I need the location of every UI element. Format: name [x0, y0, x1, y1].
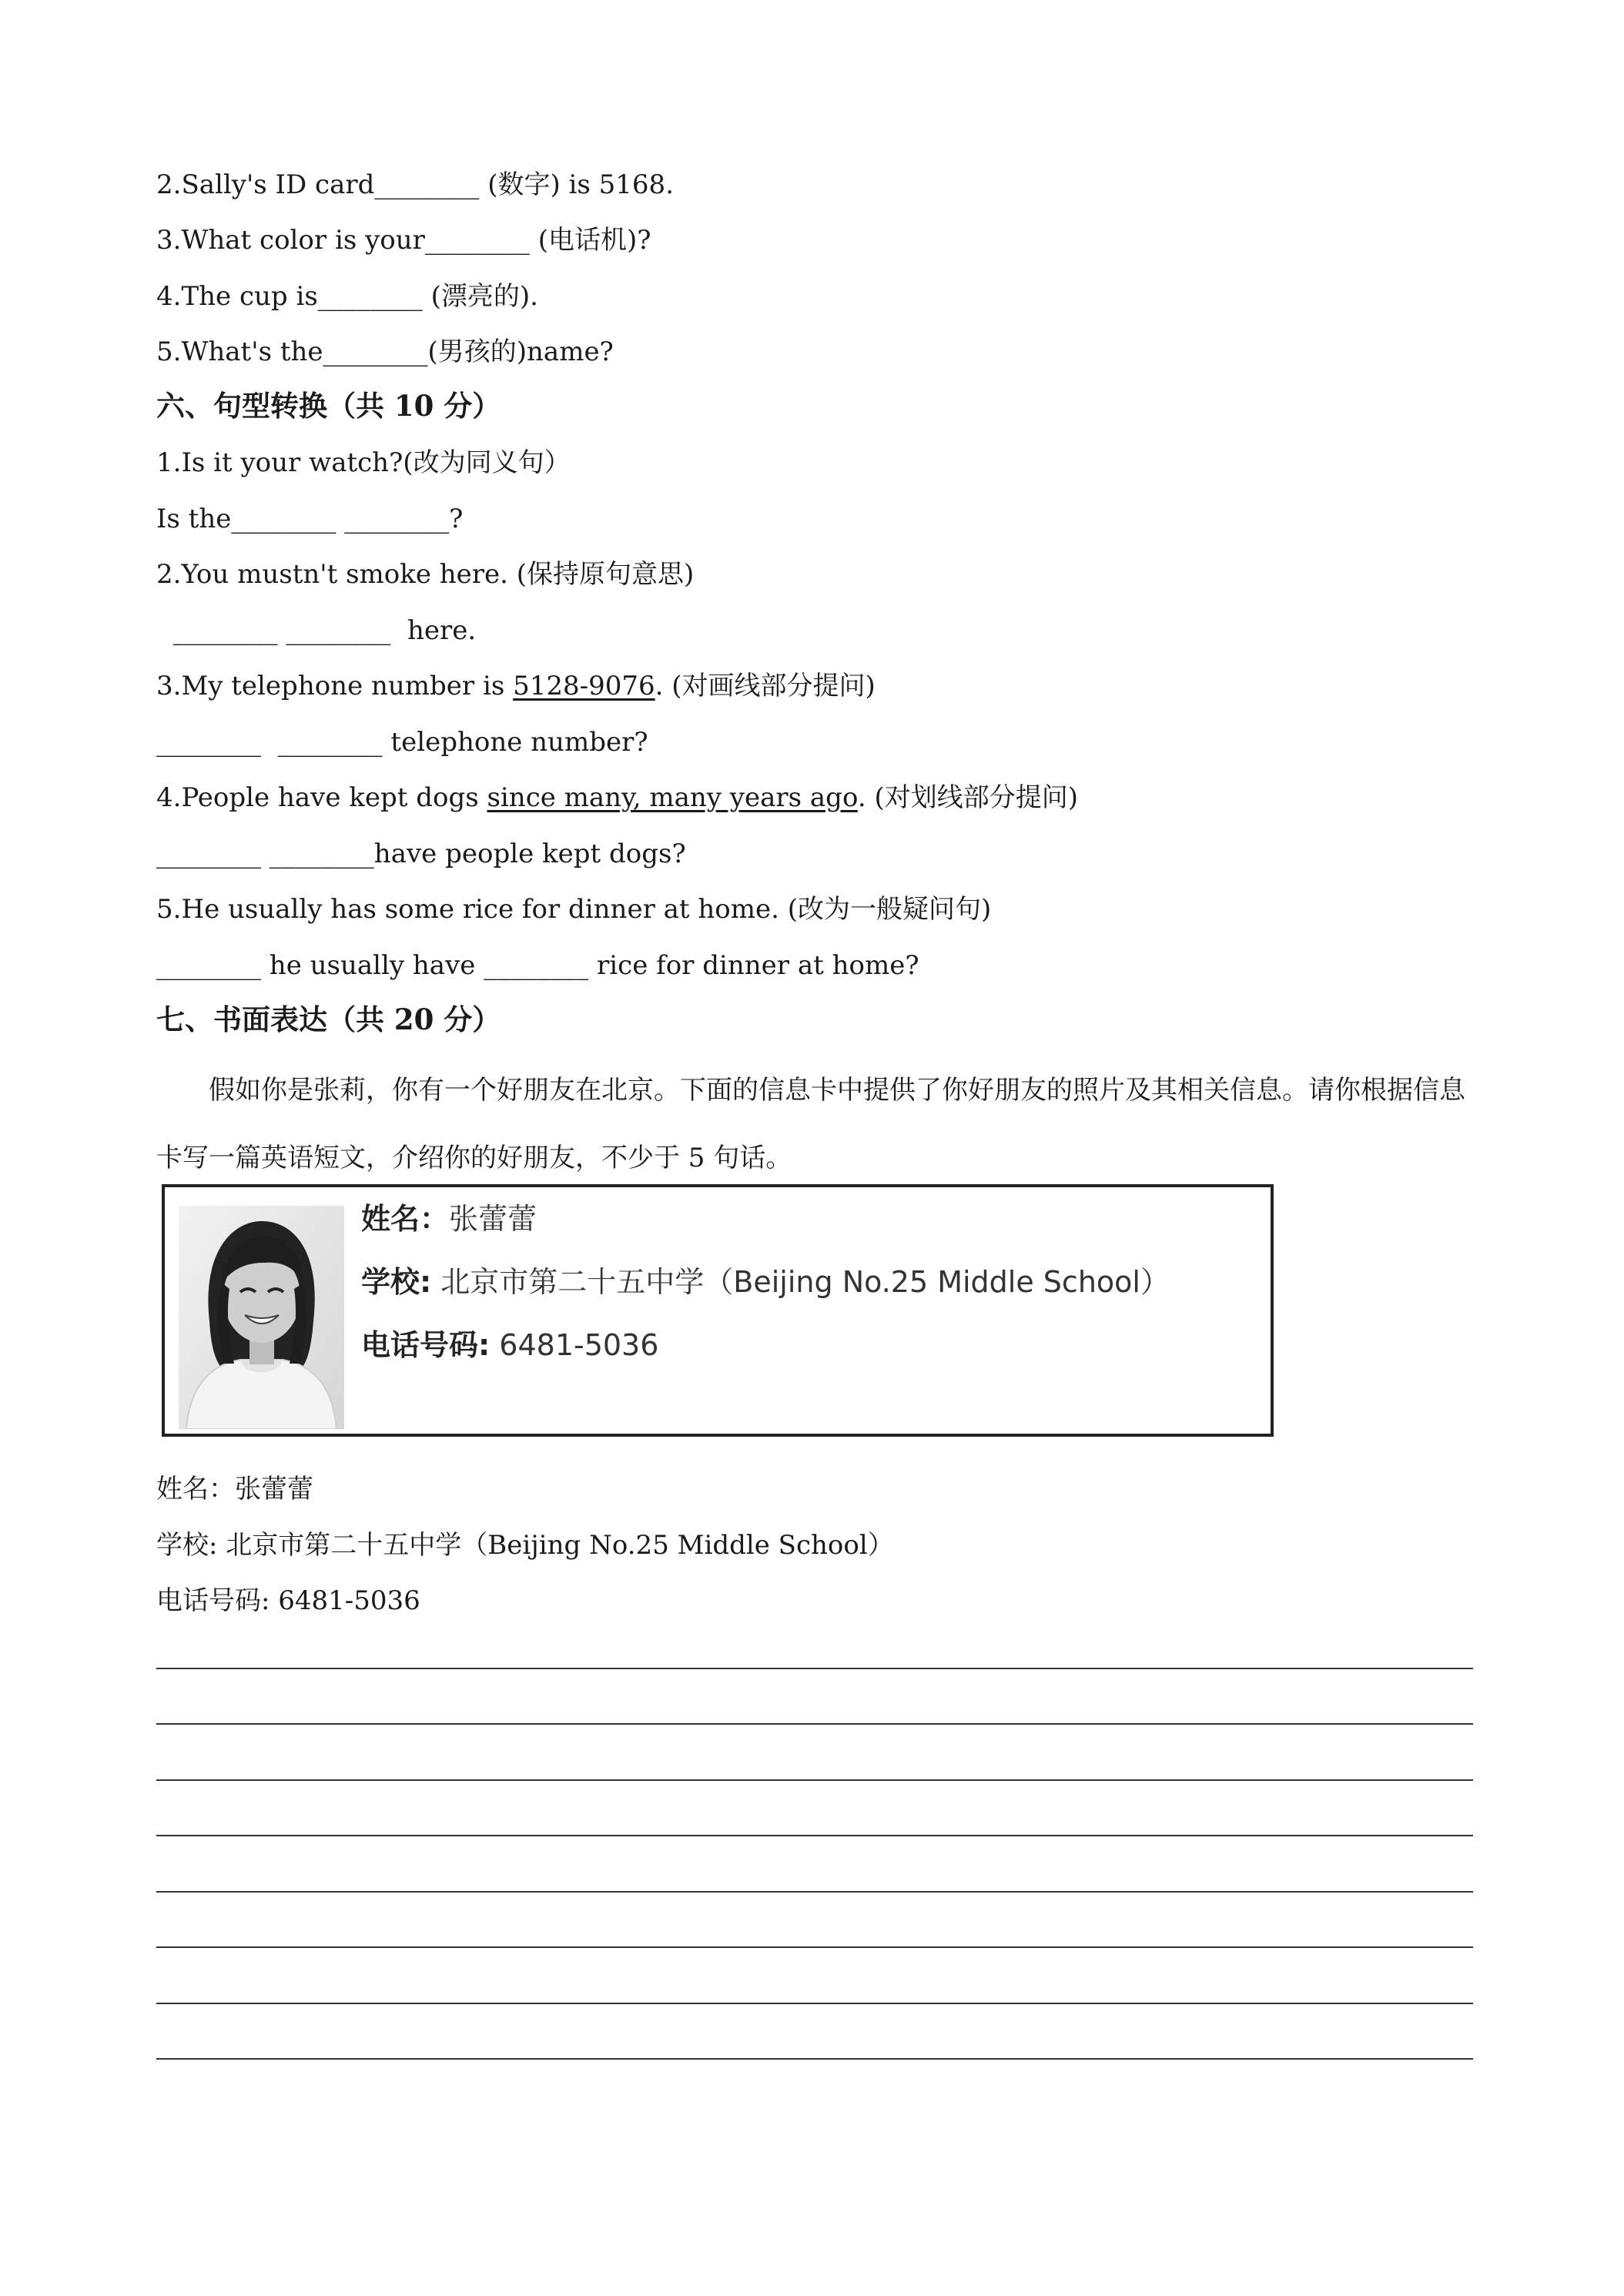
q4-text-before: 4.People have kept dogs: [156, 782, 487, 813]
card-school-label: 学校:: [361, 1265, 432, 1299]
card-name-value: 张蕾蕾: [449, 1202, 537, 1236]
card-name-row: [361, 1200, 537, 1238]
info-name: 姓名：张蕾蕾: [156, 1474, 313, 1504]
part5-question-5: 5.What's the________(男孩的)name?: [156, 336, 614, 367]
part6-answer-5: ________ he usually have ________ rice for dinner at home?: [156, 950, 919, 981]
part6-answer-3: ________ ________ telephone number?: [156, 727, 648, 758]
part6-answer-4: ________ ________have people kept dogs?: [156, 838, 686, 869]
part6-question-1: 1.Is it your watch?(改为同义句）: [156, 447, 571, 478]
card-phone-value: 6481-5036: [490, 1328, 659, 1362]
card-phone-row: [361, 1326, 658, 1364]
part6-question-4: [156, 781, 1078, 815]
part6-answer-1: Is the________ ________?: [156, 504, 464, 534]
q4-text-after: . (对划线部分提问): [857, 782, 1078, 813]
writing-line[interactable]: [156, 1723, 1473, 1725]
writing-line[interactable]: [156, 1891, 1473, 1893]
card-name-label: 姓名：: [361, 1202, 450, 1236]
writing-line[interactable]: [156, 1779, 1473, 1781]
part6-heading: 六、句型转换（共 10 分）: [156, 389, 501, 423]
part7-heading: 七、书面表达（共 20 分）: [156, 1002, 501, 1036]
card-school-value: 北京市第二十五中学（Beijing No.25 Middle School）: [431, 1265, 1170, 1299]
writing-line[interactable]: [156, 2003, 1473, 2004]
q3-text-after: . (对画线部分提问): [655, 671, 876, 701]
friend-photo: [179, 1206, 344, 1429]
writing-line[interactable]: [156, 1835, 1473, 1836]
part6-answer-2: ________ ________ here.: [156, 615, 477, 646]
info-school: 学校: 北京市第二十五中学（Beijing No.25 Middle School）: [156, 1530, 894, 1561]
info-phone: 电话号码: 6481-5036: [156, 1585, 420, 1616]
info-card: [162, 1184, 1274, 1437]
q4-underlined-text: since many, many years ago: [487, 782, 858, 813]
q3-underlined-text: 5128-9076: [513, 671, 655, 701]
part5-question-2: 2.Sally's ID card________ (数字) is 5168.: [156, 169, 674, 200]
part5-question-4: 4.The cup is________ (漂亮的).: [156, 281, 538, 312]
part6-question-2: 2.You mustn't smoke here. (保持原句意思): [156, 559, 695, 590]
writing-line[interactable]: [156, 2058, 1473, 2060]
part7-instructions: 假如你是张莉，你有一个好朋友在北京。下面的信息卡中提供了你好朋友的照片及其相关信息。请你根据信息卡写一篇英语短文，介绍你的好朋友，不少于 5 句话。: [156, 1075, 1465, 1173]
part6-question-5: 5.He usually has some rice for dinner at home. (改为一般疑问句): [156, 894, 992, 925]
writing-line[interactable]: [156, 1946, 1473, 1948]
card-school-row: [361, 1263, 1170, 1301]
part5-question-3: 3.What color is your________ (电话机)?: [156, 225, 651, 256]
writing-line[interactable]: [156, 1668, 1473, 1669]
q3-text-before: 3.My telephone number is: [156, 671, 514, 701]
part6-question-3: [156, 669, 876, 703]
card-phone-label: 电话号码:: [361, 1328, 491, 1362]
